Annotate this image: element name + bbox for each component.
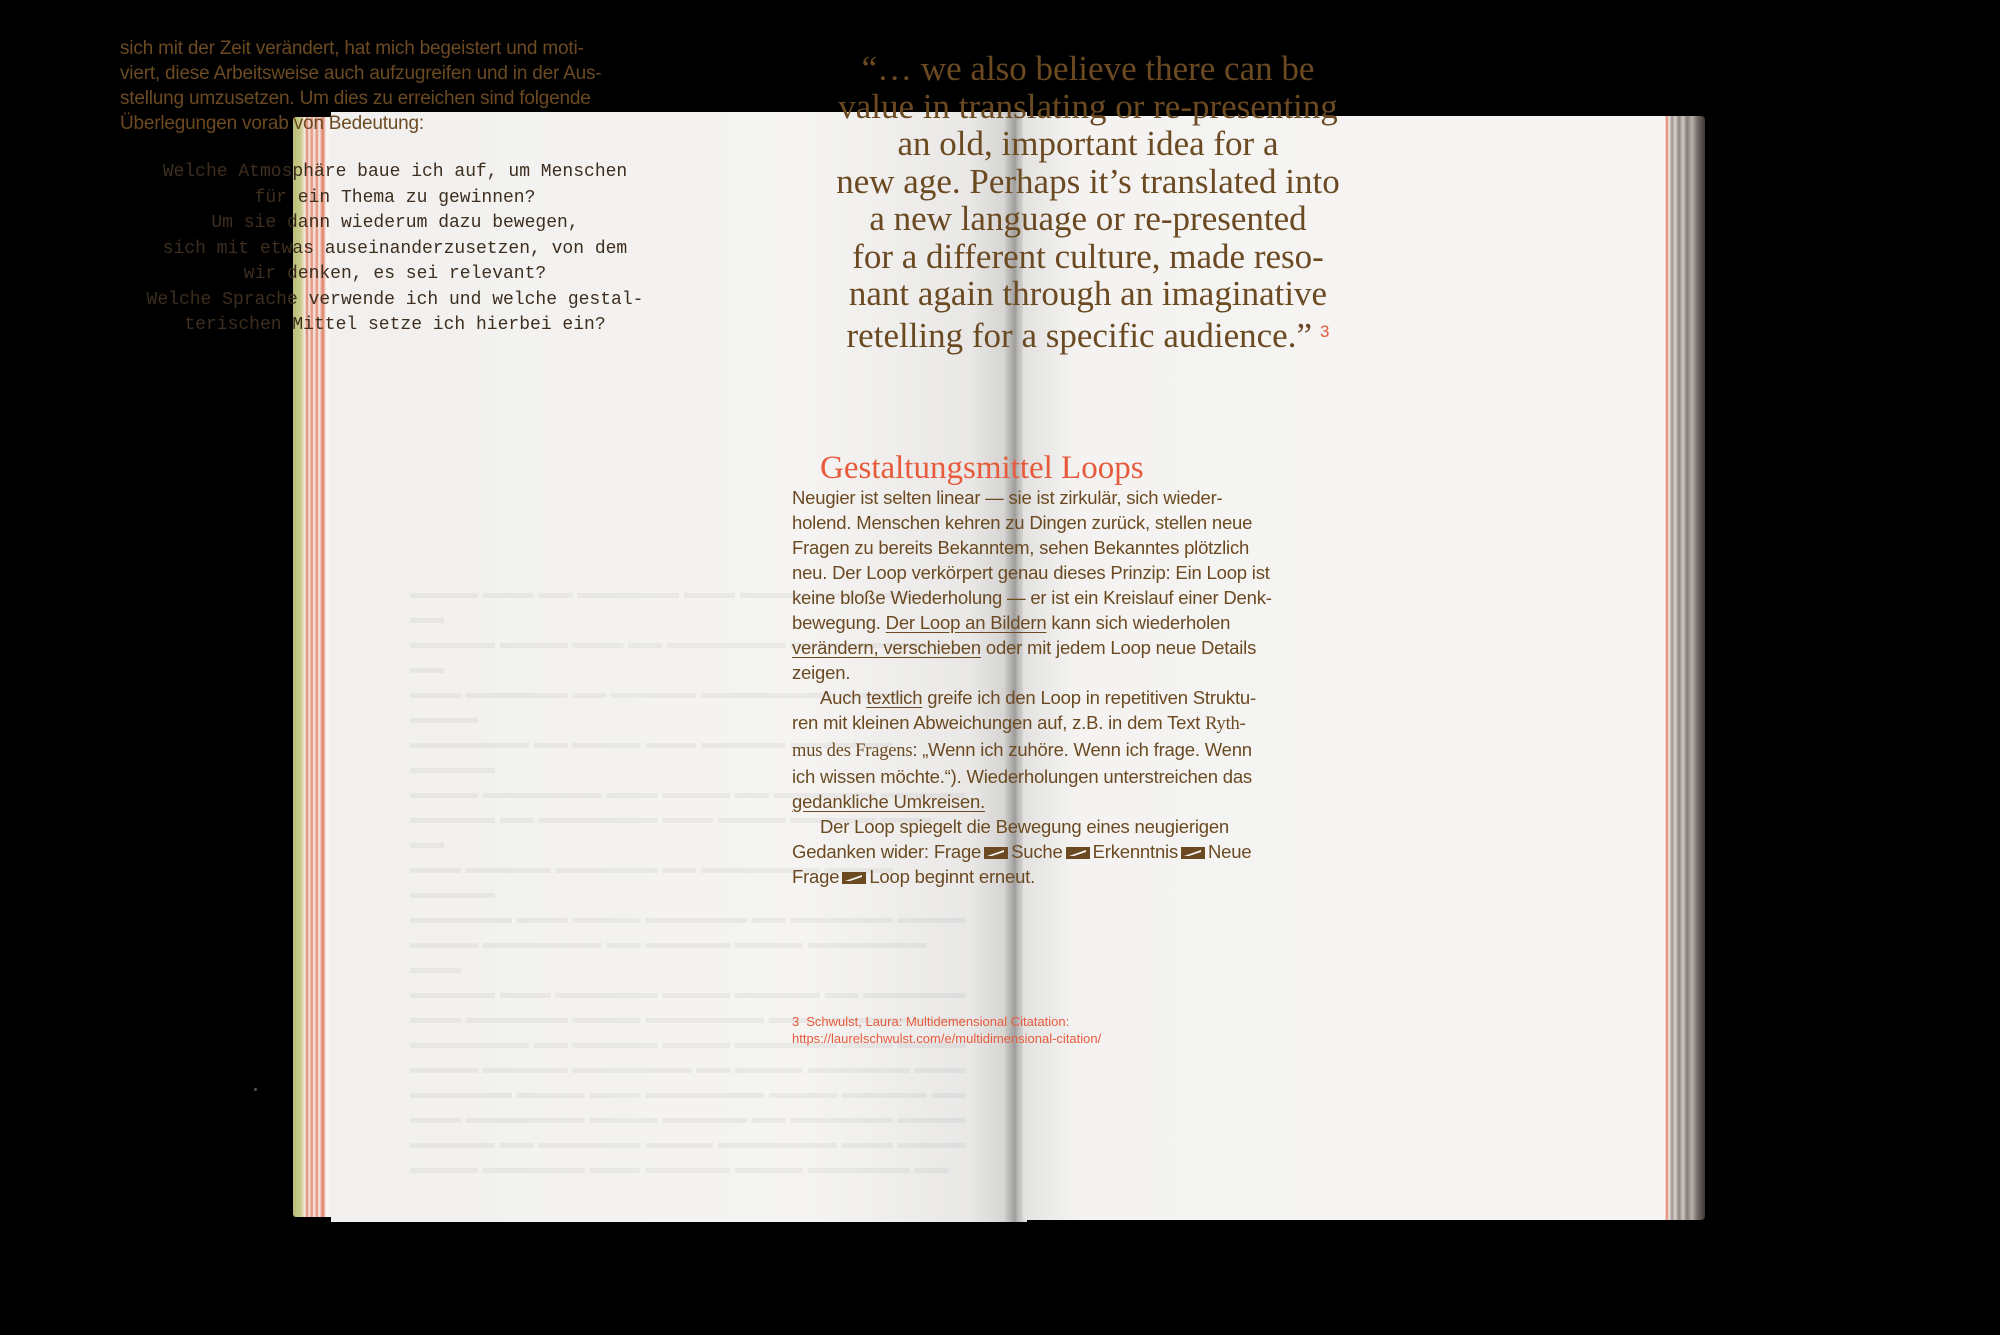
underlined-phrase-umkreisen: gedankliche Umkreisen. (792, 791, 986, 812)
quote-line: “… we also believe there can be (861, 49, 1315, 88)
underlined-phrase-loop-images: Der Loop an Bildern (885, 612, 1047, 633)
text-line (792, 610, 1372, 635)
text-line (792, 737, 1372, 764)
text-line: zeigen. (792, 662, 851, 683)
text-fragment: Gedanken wider: (792, 841, 934, 862)
question-line: Um sie dann wiederum dazu bewegen, (211, 213, 579, 233)
quote-line: nant again through an imaginative (848, 274, 1328, 313)
text-fragment: oder mit jedem Loop neue Details (980, 637, 1257, 658)
loop-sequence-line (792, 839, 1372, 864)
underlined-phrase-shift: verändern, verschieben (792, 637, 981, 658)
quote-line (793, 313, 1383, 355)
footnote (792, 1013, 1101, 1047)
left-intro-paragraph (120, 36, 680, 136)
loop-step: Frage (792, 866, 840, 887)
text-line: neu. Der Loop verkörpert genau dieses Prinzip: Ein Loop ist (792, 562, 1270, 583)
text-fragment: Loop beginnt erneut. (869, 866, 1036, 887)
text-line (792, 685, 1372, 710)
question-line: terischen Mittel setze ich hierbei ein? (184, 315, 606, 335)
loop-step: Erkenntnis (1092, 841, 1179, 862)
loop-step: Frage (933, 841, 982, 862)
question-line: für ein Thema zu gewinnen? (254, 187, 536, 208)
loop-step: Suche (1011, 841, 1063, 862)
text-fragment: : „Wenn ich zuhöre. Wenn ich frage. Wenn (912, 739, 1252, 760)
text-fragment: kann sich wiederholen (1046, 612, 1231, 633)
guiding-questions (100, 160, 690, 339)
footnote-url: https://laurelschwulst.com/e/multidimensional-citation/ (792, 1031, 1102, 1046)
text-line: holend. Menschen kehren zu Dingen zurück, stellen neue (792, 512, 1253, 533)
loop-sequence-line (792, 864, 1372, 889)
quote-line-text: retelling for a specific audience.” (846, 315, 1312, 355)
page-speck (254, 1088, 257, 1091)
quote-line: for a different culture, made reso- (852, 236, 1324, 276)
text-line: Fragen zu bereits Bekanntem, sehen Bekanntes plötzlich (792, 537, 1250, 558)
footnote-number: 3 (792, 1014, 800, 1029)
section-body (792, 485, 1372, 889)
footnote-marker: 3 (1319, 321, 1330, 341)
text-line: ich wissen möchte.“). Wiederholungen unterstreichen das (792, 766, 1252, 787)
text-line: Überlegungen vorab von Bedeutung: (120, 113, 424, 134)
arrow-icon (842, 872, 866, 884)
text-fragment: ren mit kleinen Abweichungen auf, z.B. in dem Text (792, 712, 1206, 733)
text-line (792, 635, 1372, 660)
text-title-fragment: mus des Fragens (792, 741, 913, 761)
underlined-word-textlich: textlich (866, 687, 923, 708)
pull-quote (793, 50, 1383, 354)
quote-line: a new language or re-presented (869, 199, 1307, 238)
quote-line: value in translating or re-presenting (838, 86, 1338, 126)
arrow-icon (984, 847, 1008, 859)
text-line: Neugier ist selten linear — sie ist zirkulär, sich wieder- (792, 487, 1223, 508)
text-title-fragment: Ryth- (1205, 714, 1246, 734)
text-line: viert, diese Arbeitsweise auch aufzugreifen und in der Aus- (120, 63, 602, 84)
quote-line: an old, important idea for a (897, 124, 1279, 163)
question-line: Welche Atmosphäre baue ich auf, um Menschen (162, 162, 628, 182)
text-line: keine bloße Wiederholung — er ist ein Kreislauf einer Denk- (792, 587, 1272, 608)
text-line (792, 710, 1372, 737)
arrow-icon (1181, 847, 1205, 859)
section-heading: Gestaltungsmittel Loops (820, 450, 1144, 486)
text-line (792, 789, 1372, 814)
question-line: Welche Sprache verwende ich und welche gestal- (146, 289, 644, 310)
right-page-edges (1665, 116, 1705, 1220)
loop-step: Neue (1208, 841, 1252, 862)
text-line: sich mit der Zeit verändert, hat mich begeistert und moti- (120, 38, 584, 59)
text-line: Der Loop spiegelt die Bewegung eines neugierigen (820, 816, 1230, 837)
text-fragment: greife ich den Loop in repetitiven Struktu- (922, 687, 1256, 708)
quote-line: new age. Perhaps it’s translated into (836, 161, 1340, 201)
question-line: sich mit etwas auseinanderzusetzen, von dem (162, 238, 628, 259)
question-line: wir denken, es sei relevant? (243, 264, 547, 284)
footnote-line (792, 1013, 1101, 1030)
arrow-icon (1066, 847, 1090, 859)
footnote-citation: Schwulst, Laura: Multidemensional Citatation: (806, 1014, 1070, 1029)
text-line: stellung umzusetzen. Um dies zu erreichen sind folgende (120, 88, 591, 109)
text-fragment: Auch (820, 687, 867, 708)
text-fragment: bewegung. (792, 612, 886, 633)
